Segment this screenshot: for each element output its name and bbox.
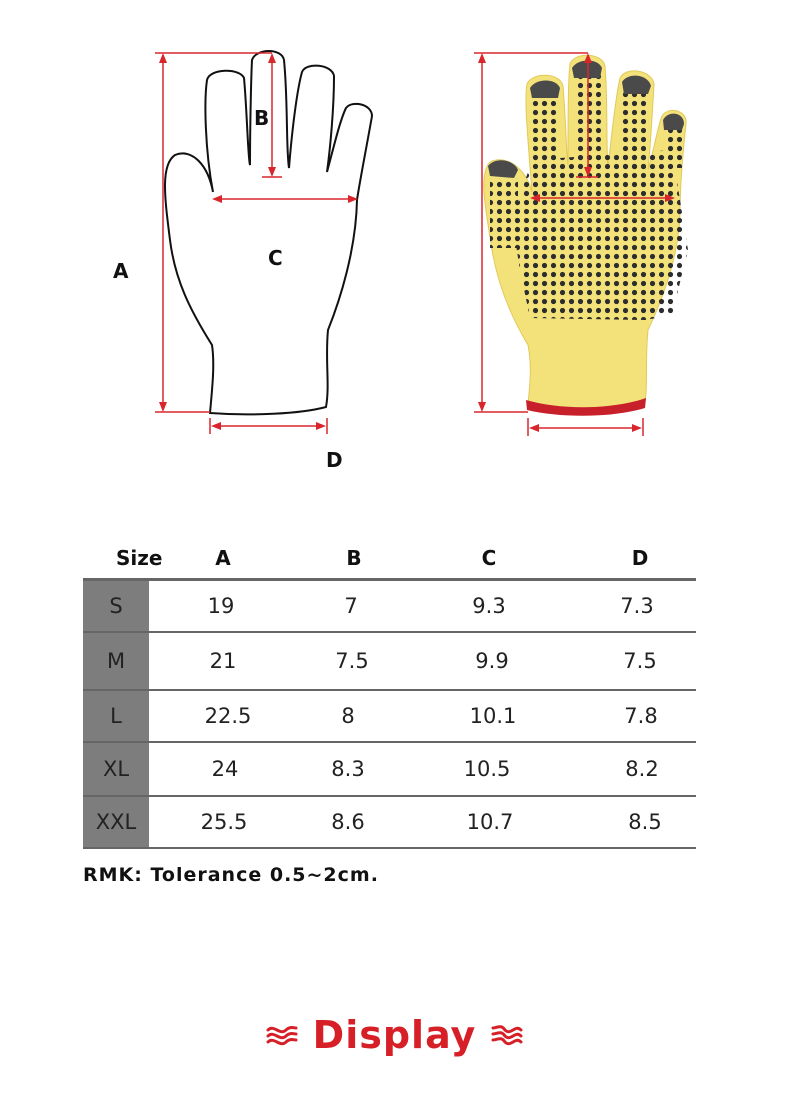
display-title-text: Display <box>312 1013 477 1057</box>
cell-b: 8.3 <box>331 757 365 781</box>
right-wave-ornament-icon <box>489 1022 525 1048</box>
header-d: D <box>631 546 649 570</box>
cell-c: 10.1 <box>469 704 517 728</box>
cell-b: 7 <box>344 594 358 618</box>
size-cell: XXL <box>83 797 149 847</box>
table-row <box>83 581 696 633</box>
cell-a: 22.5 <box>204 704 252 728</box>
table-row <box>83 797 696 849</box>
display-section-title <box>0 1013 789 1065</box>
header-c: C <box>481 546 497 570</box>
cell-c: 10.7 <box>466 810 514 834</box>
cell-d: 8.2 <box>625 757 659 781</box>
glove-illustrations <box>0 0 789 500</box>
cell-b: 8.6 <box>331 810 365 834</box>
table-header-row <box>83 532 696 581</box>
header-size: Size <box>116 546 163 570</box>
tolerance-remark: RMK: Tolerance 0.5~2cm. <box>83 864 379 886</box>
left-wave-ornament-icon <box>264 1022 300 1048</box>
dimension-label-b: B <box>254 106 270 130</box>
size-cell: S <box>83 581 149 631</box>
cell-d: 7.5 <box>623 649 657 673</box>
table-row <box>83 633 696 691</box>
cell-b: 8 <box>341 704 355 728</box>
header-a: A <box>215 546 231 570</box>
cell-a: 19 <box>207 594 235 618</box>
dimension-label-c: C <box>268 246 283 270</box>
header-b: B <box>346 546 362 570</box>
glove-size-diagram <box>0 0 789 500</box>
cell-c: 9.3 <box>472 594 506 618</box>
cell-a: 21 <box>209 649 237 673</box>
cell-d: 7.8 <box>624 704 658 728</box>
table-row <box>83 743 696 797</box>
table-row <box>83 691 696 743</box>
size-cell: M <box>83 633 149 689</box>
size-chart-table <box>83 532 696 849</box>
cell-a: 24 <box>211 757 239 781</box>
cell-d: 8.5 <box>628 810 662 834</box>
dimension-label-d: D <box>326 448 343 472</box>
size-cell: XL <box>83 743 149 795</box>
dotted-glove <box>484 55 696 416</box>
cell-c: 10.5 <box>463 757 511 781</box>
cell-d: 7.3 <box>620 594 654 618</box>
cell-c: 9.9 <box>475 649 509 673</box>
cell-b: 7.5 <box>335 649 369 673</box>
size-cell: L <box>83 691 149 741</box>
dimension-label-a: A <box>113 259 129 283</box>
cell-a: 25.5 <box>200 810 248 834</box>
